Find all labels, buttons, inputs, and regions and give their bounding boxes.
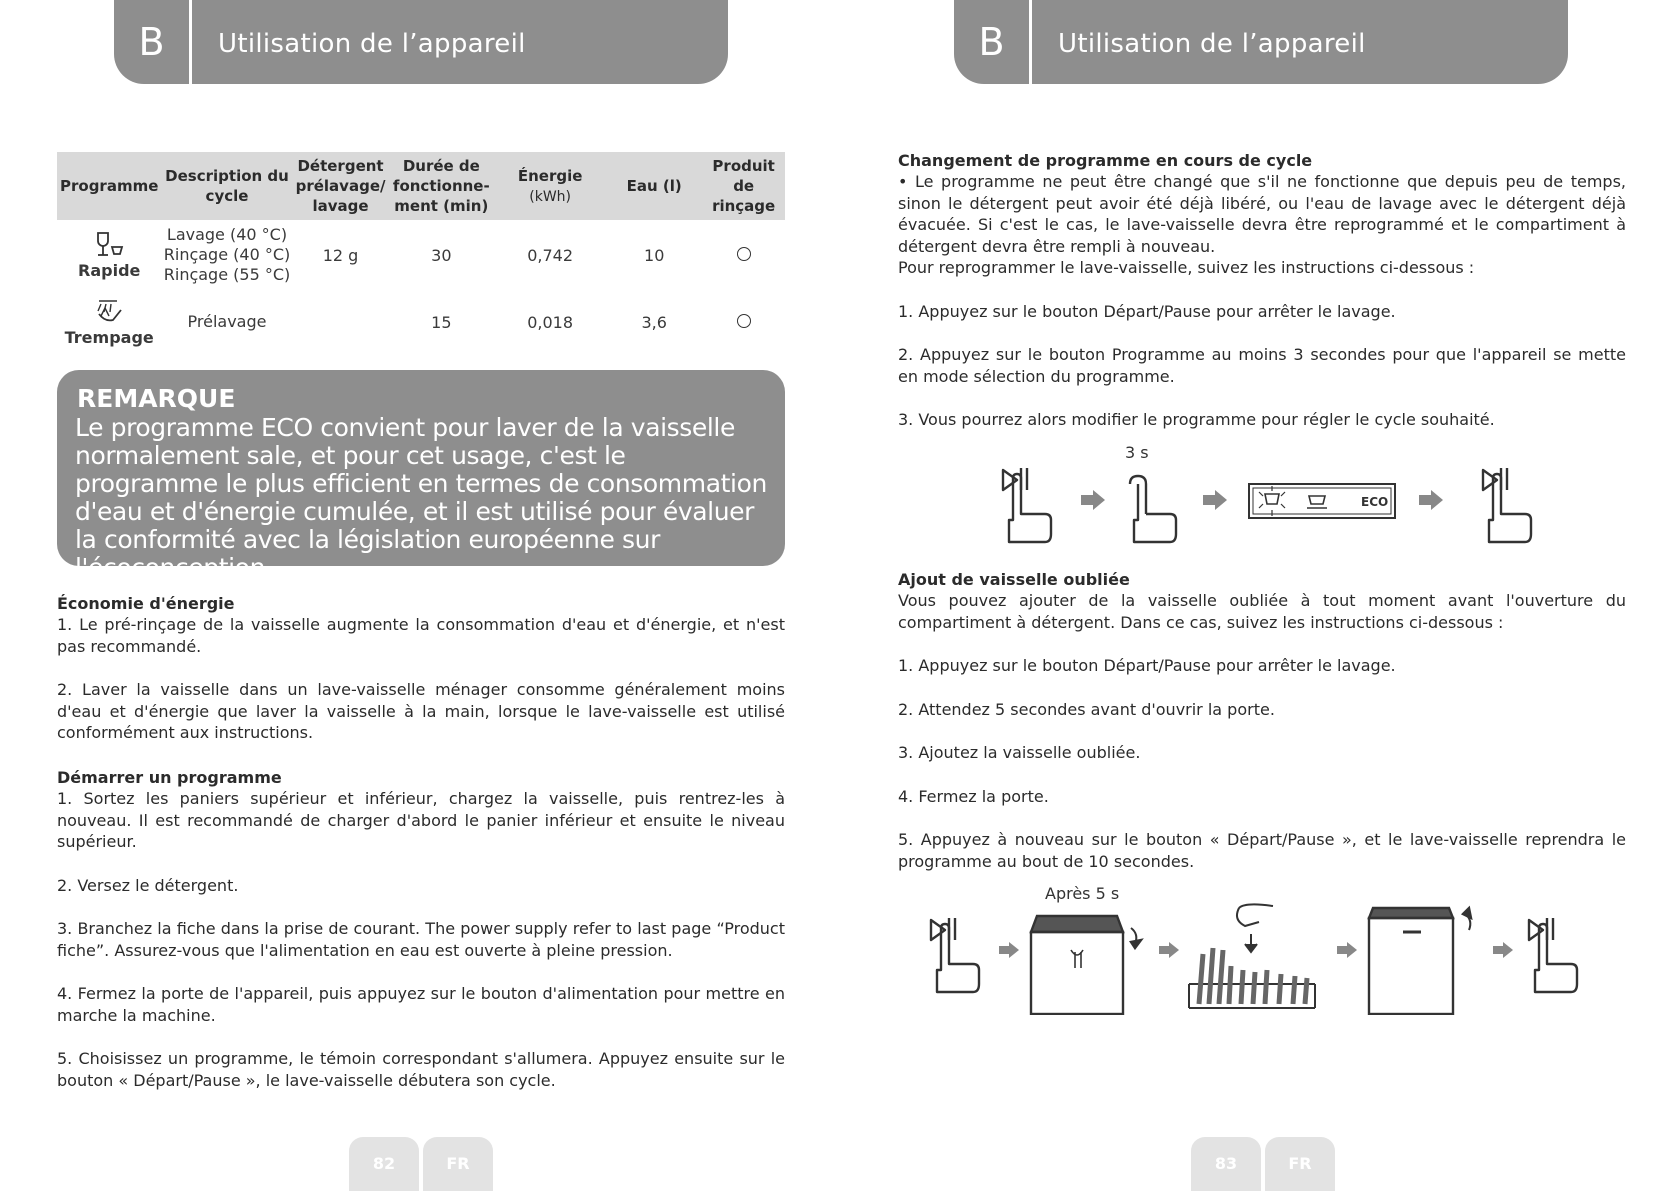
section-letter: B [954, 0, 1032, 84]
section-heading: Changement de programme en cours de cycle [898, 151, 1313, 170]
section-heading: Ajout de vaisselle oubliée [898, 570, 1130, 589]
th-detergent: Détergent prélavage/ lavage [293, 152, 389, 220]
paragraph: 2. Versez le détergent. [57, 875, 239, 895]
paragraph: Pour reprogrammer le lave-vaisselle, suivez les instructions ci-dessous : [898, 258, 1475, 277]
arrow-right-icon [1493, 942, 1513, 958]
section-heading: Économie d'énergie [57, 594, 235, 613]
arrow-right-icon [1337, 942, 1357, 958]
paragraph: 3. Ajoutez la vaisselle oubliée. [898, 743, 1141, 762]
reprogram-diagram [999, 462, 1469, 550]
energy-cell: 0,742 [527, 245, 574, 265]
right-page [839, 0, 1678, 1191]
program-cell [57, 290, 161, 354]
arrow-right-icon [1159, 942, 1179, 958]
dishes-basket-icon [1189, 904, 1315, 1008]
section-heading: Démarrer un programme [57, 768, 282, 787]
hand-press-program-icon [1130, 476, 1176, 542]
table-header-row [57, 152, 785, 220]
th-energy-label: Énergie [517, 166, 583, 185]
arrow-right-icon [1203, 490, 1227, 510]
change-program-section [898, 150, 1626, 431]
arrow-right-icon [1419, 490, 1443, 510]
table-row [57, 290, 785, 354]
add-dishes-section [898, 569, 1626, 872]
soak-spray-icon [91, 298, 127, 326]
page-language: FR [1265, 1137, 1335, 1191]
paragraph: 5. Appuyez à nouveau sur le bouton « Départ/Pause », et le lave-vaisselle reprendra le programme au bout de 10 secondes. [898, 830, 1626, 871]
paragraph: 1. Appuyez sur le bouton Départ/Pause pour arrêter le lavage. [898, 301, 1396, 321]
program-name: Rapide [78, 260, 141, 280]
paragraph: 3. Branchez la fiche dans la prise de courant. The power supply refer to last page “Product fiche”. Assurez-vous que l'alimentation en eau est ouverte à pleine pression. [57, 919, 785, 960]
circle-icon [737, 247, 751, 261]
th-duration: Durée de fonctionne-ment (min) [388, 152, 494, 220]
th-rinse-aid: Produit de rinçage [702, 152, 785, 220]
section-title: Utilisation de l’appareil [218, 29, 526, 59]
page-language: FR [423, 1137, 493, 1191]
dishwasher-door-open-icon [1031, 916, 1141, 1014]
paragraph: Vous pouvez ajouter de la vaisselle oubliée à tout moment avant l'ouverture du compartiment à détergent. Dans ce cas, suivez les instructions ci-dessous : [898, 591, 1626, 632]
rinse-aid-cell [702, 220, 785, 290]
glass-quick-icon [92, 231, 126, 259]
paragraph: • Le programme ne peut être changé que s'il ne fonctionne que depuis peu de temps, sinon le détergent peut avoir été déjà libéré, ou l'eau de lavage avec le détergent déjà évacuée. Si c'est le cas, le lave-vaisselle devra être reprogrammé et le compartiment à détergent devra être rempli à nouveau. [898, 172, 1626, 256]
section-header [114, 0, 728, 84]
cycle-description [161, 290, 292, 354]
hand-press-start-pause-icon [1529, 918, 1577, 992]
water-cell: 3,6 [641, 312, 667, 332]
arrow-right-icon [1081, 490, 1105, 510]
hand-press-start-pause-icon [1003, 468, 1051, 542]
program-name: Trempage [64, 327, 154, 347]
paragraph: 2. Attendez 5 secondes avant d'ouvrir la porte. [898, 699, 1275, 719]
th-water: Eau (l) [606, 152, 702, 220]
th-energy [494, 152, 606, 220]
page-number-tab [349, 1137, 493, 1191]
cycle-description [161, 220, 292, 290]
control-panel-display-icon [1249, 484, 1395, 518]
rinse-aid-cell [702, 290, 785, 354]
paragraph: 2. Appuyez sur le bouton Programme au moins 3 secondes pour que l'appareil se mette en mode sélection du programme. [898, 345, 1626, 386]
circle-icon [737, 314, 751, 328]
paragraph: 1. Le pré-rinçage de la vaisselle augmente la consommation d'eau et d'énergie, et n'est pas recommandé. [57, 615, 785, 656]
diagram-label-after-5s: Après 5 s [1045, 884, 1120, 903]
water-cell: 10 [644, 245, 665, 265]
program-cell [57, 220, 161, 290]
energy-cell: 0,018 [527, 312, 574, 332]
cycle-step: Prélavage [187, 312, 267, 331]
remark-title: REMARQUE [77, 384, 236, 413]
start-program-section [57, 767, 785, 1091]
page-number-tab [1191, 1137, 1335, 1191]
paragraph: 1. Appuyez sur le bouton Départ/Pause pour arrêter le lavage. [898, 656, 1396, 675]
energy-saving-section [57, 593, 785, 744]
cycle-step: Lavage (40 °C) [166, 225, 288, 244]
hand-press-start-pause-icon [1479, 462, 1549, 550]
paragraph: 4. Fermez la porte de l'appareil, puis appuyez sur le bouton d'alimentation pour mettre en marche la machine. [57, 984, 785, 1025]
hand-press-start-pause-icon [931, 918, 979, 992]
table-row [57, 220, 785, 290]
page-number: 83 [1191, 1137, 1261, 1191]
duration-cell: 15 [431, 312, 452, 332]
program-table [57, 152, 785, 354]
diagram-label-3s: 3 s [1125, 443, 1149, 462]
paragraph: 3. Vous pourrez alors modifier le programme pour régler le cycle souhaité. [898, 410, 1495, 429]
section-header [954, 0, 1568, 84]
page-number: 82 [349, 1137, 419, 1191]
section-letter: B [114, 0, 192, 84]
arrow-right-icon [999, 942, 1019, 958]
paragraph: 5. Choisissez un programme, le témoin correspondant s'allumera. Appuyez ensuite sur le bouton « Départ/Pause », le lave-vaisselle débutera son cycle. [57, 1049, 785, 1090]
th-energy-unit: (kWh) [529, 188, 572, 205]
paragraph: 2. Laver la vaisselle dans un lave-vaisselle ménager consomme généralement moins d'eau et d'énergie que laver la vaisselle à la main, lorsque le lave-vaisselle est utilisé conformément aux instructions. [57, 680, 785, 742]
detergent-cell [293, 290, 389, 354]
add-dishes-diagram [927, 900, 1617, 1015]
detergent-cell: 12 g [322, 245, 359, 265]
dishwasher-closed-icon [1369, 908, 1471, 1014]
remark-box [57, 370, 785, 582]
remark-text: Le programme ECO convient pour laver de la vaisselle normalement sale, et pour cet usage, c'est le programme le plus efficient en termes de consommation d'eau et d'énergie cumulée, et il est utilisé pour évaluer la conformité avec la législation européenne sur l'écoconception. [75, 413, 767, 582]
cycle-step: Rinçage (40 °C) [163, 245, 291, 264]
eco-label: ECO [1361, 495, 1389, 509]
paragraph: 4. Fermez la porte. [898, 786, 1049, 806]
duration-cell: 30 [431, 245, 452, 265]
section-title: Utilisation de l’appareil [1058, 29, 1366, 59]
paragraph: 1. Sortez les paniers supérieur et inférieur, chargez la vaisselle, puis rentrez-les à nouveau. Il est recommandé de charger d'abord le panier inférieur et ensuite le niveau supérieur. [57, 789, 785, 851]
th-description: Description du cycle [161, 152, 292, 220]
cycle-step: Rinçage (55 °C) [163, 265, 291, 284]
th-programme: Programme [57, 152, 161, 220]
